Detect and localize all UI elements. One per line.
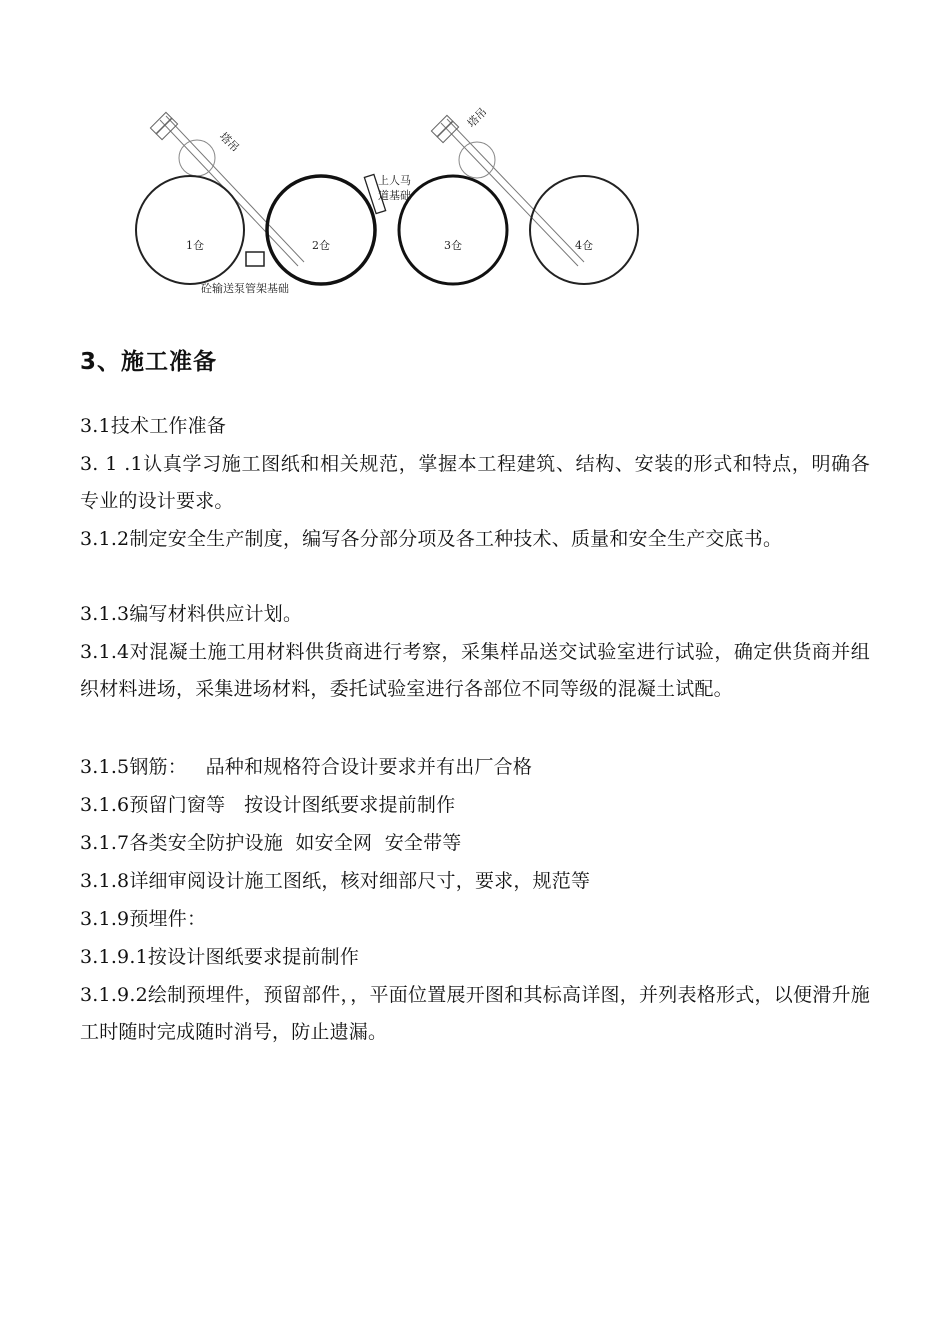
- paragraph-3-1-3: 3.1.3编写材料供应计划。: [80, 603, 303, 625]
- pump-label: 砼输送泵管架基础: [201, 282, 289, 295]
- crane-label-1: 塔吊: [216, 129, 242, 155]
- crane-label-2: 塔吊: [464, 105, 490, 131]
- silo-layout-diagram: [0, 0, 950, 320]
- paragraph-3-1-6: 3.1.6预留门窗等 按设计图纸要求提前制作: [80, 794, 456, 816]
- section-heading: 3、施工准备: [80, 349, 218, 375]
- paragraph-3-1-5: 3.1.5钢筋： 品种和规格符合设计要求并有出厂合格: [80, 756, 533, 778]
- paragraph-3-1-1: 3. 1 .1认真学习施工图纸和相关规范，掌握本工程建筑、结构、安装的形式和特点，明确各专业的设计要求。: [80, 453, 870, 512]
- paragraph-3-1-2: 3.1.2制定安全生产制度，编写各分部分项及各工种技术、质量和安全生产交底书。: [80, 528, 783, 550]
- ramp-label-line1: 上人马: [378, 174, 411, 187]
- paragraph-3-1-9-1: 3.1.9.1按设计图纸要求提前制作: [80, 946, 360, 968]
- paragraph-3-1-9-2: 3.1.9.2绘制预埋件，预留部件，，平面位置展开图和其标高详图，并列表格形式，以便滑升施工时随时完成随时消号，防止遗漏。: [80, 984, 870, 1043]
- silo-2: [267, 176, 375, 284]
- pump-foundation: [246, 252, 264, 266]
- paragraph-3-1-7: 3.1.7各类安全防护设施 如安全网 安全带等: [80, 832, 462, 854]
- silo-label-2: 2仓: [312, 239, 330, 252]
- paragraph-3-1-8: 3.1.8详细审阅设计施工图纸，核对细部尺寸，要求，规范等: [80, 870, 591, 892]
- paragraph-3-1: 3.1技术工作准备: [80, 415, 227, 437]
- silo-label-3: 3仓: [444, 239, 462, 252]
- silo-label-1: 1仓: [186, 239, 204, 252]
- silo-1: [136, 176, 244, 284]
- silo-3: [399, 176, 507, 284]
- silo-4: [530, 176, 638, 284]
- silo-label-4: 4仓: [575, 239, 593, 252]
- paragraph-3-1-9: 3.1.9预埋件：: [80, 908, 207, 930]
- ramp-label-line2: 道基础: [378, 189, 411, 202]
- paragraph-3-1-4: 3.1.4对混凝土施工用材料供货商进行考察，采集样品送交试验室进行试验，确定供货商并组织材料进场，采集进场材料，委托试验室进行各部位不同等级的混凝土试配。: [80, 641, 870, 700]
